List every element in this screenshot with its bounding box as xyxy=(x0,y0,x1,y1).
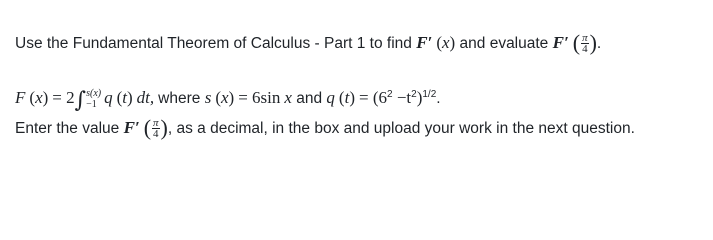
f-prime-symbol-2: F′ xyxy=(552,33,569,52)
definition-line: F (x) = 2∫ s(x) −1 q (t) dt, where s (x) = 6sin x and q $(t) = (6^2 -t^2)^{1/2}$. xyxy=(15,87,441,113)
fraction-denominator: 4 xyxy=(153,128,159,141)
variable-x: x xyxy=(220,88,229,107)
function-s: s xyxy=(204,88,212,107)
variable-t: t xyxy=(344,88,350,107)
and-text: and xyxy=(291,90,327,107)
f-prime-symbol: F′ xyxy=(416,33,433,52)
function-q: q xyxy=(326,88,335,107)
function-q: q xyxy=(104,88,113,107)
exponent: 2 xyxy=(387,89,393,100)
function-F: F xyxy=(15,88,26,107)
enter-text: Enter the value xyxy=(15,120,124,137)
pi-over-four-fraction xyxy=(152,118,160,139)
instruction-text: Use the Fundamental Theorem of Calculus - Part 1 to find xyxy=(15,35,417,52)
variable-x: x xyxy=(284,88,292,107)
minus-t: −t xyxy=(392,88,412,107)
period: . xyxy=(436,90,441,107)
instruction-text-mid: and evaluate xyxy=(455,35,553,52)
fraction-denominator: 4 xyxy=(582,43,588,56)
fraction-numerator: π xyxy=(582,32,588,45)
fraction-numerator: π xyxy=(153,117,159,130)
close-paren: ) xyxy=(416,88,423,107)
exponent: 2 xyxy=(411,89,417,100)
lower-limit: −1 xyxy=(86,98,97,110)
integral-sign: ∫ xyxy=(74,88,87,113)
integral-limits xyxy=(86,88,101,110)
period: . xyxy=(596,35,602,52)
s-definition: = 6sin xyxy=(238,88,281,107)
answer-instruction-text: , as a decimal, in the box and upload your work in the next question. xyxy=(167,120,635,137)
pi-over-four-fraction xyxy=(581,33,589,54)
half-power: 1/2 xyxy=(422,89,437,100)
variable-x: x xyxy=(35,88,43,107)
differential-dt: dt, xyxy=(136,88,155,107)
variable-x: x xyxy=(442,33,450,52)
q-definition: = (6 xyxy=(359,88,387,107)
equals-two: = 2 xyxy=(52,88,75,107)
variable-t: t xyxy=(122,88,127,107)
instruction-line: Use the Fundamental Theorem of Calculus - Part 1 to find F′ (x) and evaluate F′ ( $\frac{\pi}{4}$ ). xyxy=(15,30,602,56)
upper-limit: s(x) xyxy=(86,87,102,99)
answer-instruction-line: Enter the value F′ ( $\frac{\pi}{4}$ ), as a decimal, in the box and upload your work in the next question. xyxy=(15,115,635,141)
where-text: where xyxy=(158,90,205,107)
f-prime-symbol: F′ xyxy=(123,118,140,137)
